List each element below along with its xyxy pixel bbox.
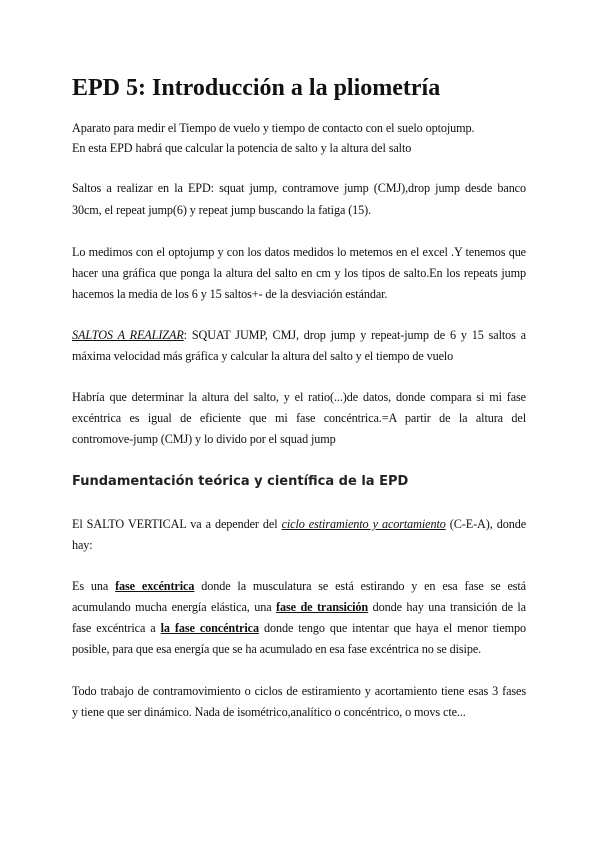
salto-vertical-pre: El SALTO VERTICAL va a depender del [72, 517, 282, 531]
realizar-line-1 [72, 327, 526, 343]
saltos-a-realizar-label: SALTOS A REALIZAR [72, 328, 184, 342]
habra-line-3: contromove-jump (CMJ) y lo divido por el squad jump [72, 432, 336, 446]
fase-excentrica-term: fase excéntrica [115, 579, 195, 593]
fases-line-2 [72, 599, 526, 615]
fases-l3-post: donde tengo que intentar que haya el menor tiempo [258, 621, 526, 635]
saltos-line-1: Saltos a realizar en la EPD: squat jump, contramove jump (CMJ),drop jump desde banco [72, 181, 526, 195]
medimos-line-3: hacemos la media de los 6 y 15 saltos+- de la desviación estándar. [72, 287, 388, 301]
intro-line-2: En esta EPD habrá que calcular la potencia de salto y la altura del salto [72, 141, 412, 155]
salto-vertical-line-2: hay: [72, 538, 93, 552]
ciclo-term: ciclo estiramiento y acortamiento [281, 517, 446, 531]
fases-l2-pre: acumulando mucha energía elástica, una [72, 600, 277, 614]
habra-line-1: Habría que determinar la altura del salto, y el ratio(...)de datos, donde compara si mi fase [72, 390, 526, 404]
fases-l3-pre: fase excéntrica a [72, 621, 161, 635]
fases-line-3 [72, 620, 526, 636]
todo-line-2: y tiene que ser dinámico. Nada de isométrico,analítico o concéntrico, o movs cte... [72, 705, 466, 719]
salto-vertical-line-1 [72, 516, 526, 532]
fase-transicion-term: fase de transición [276, 600, 369, 614]
medimos-line-2: hacer una gráfica que ponga la altura del salto en cm y los tipos de salto.En los repeats jump [72, 266, 526, 280]
realizar-line-2: máxima velocidad más gráfica y calcular la altura del salto y el tiempo de vuelo [72, 349, 454, 363]
fase-concentrica-term: la fase concéntrica [160, 621, 259, 635]
fases-line-4: posible, para que esa energía que se ha acumulado en esa fase excéntrica no se disipe. [72, 642, 482, 656]
todo-line-1: Todo trabajo de contramovimiento o ciclos de estiramiento y acortamiento tiene esas 3 fases [72, 684, 526, 698]
fases-l1-pre: Es una [72, 579, 116, 593]
page-title: EPD 5: Introducción a la pliometría [72, 75, 441, 101]
salto-vertical-post: (C-E-A), donde [445, 517, 526, 531]
medimos-line-1: Lo medimos con el optojump y con los datos medidos lo metemos en el excel .Y tenemos que [72, 245, 526, 259]
realizar-text-1: : SQUAT JUMP, CMJ, drop jump y repeat-jump de 6 y 15 saltos a [183, 328, 526, 342]
fases-l1-post: donde la musculatura se está estirando y en esa fase se está [194, 579, 526, 593]
intro-line-1: Aparato para medir el Tiempo de vuelo y tiempo de contacto con el suelo optojump. [72, 121, 475, 135]
fases-l2-post: donde hay una transición de la [368, 600, 526, 614]
saltos-line-2: 30cm, el repeat jump(6) y repeat jump buscando la fatiga (15). [72, 203, 372, 217]
section-heading: Fundamentación teórica y científica de la EPD [72, 474, 409, 489]
habra-line-2: excéntrica es igual de eficiente que mi fase concéntrica.=A partir de la altura del [72, 411, 526, 425]
fases-line-1 [72, 578, 526, 594]
